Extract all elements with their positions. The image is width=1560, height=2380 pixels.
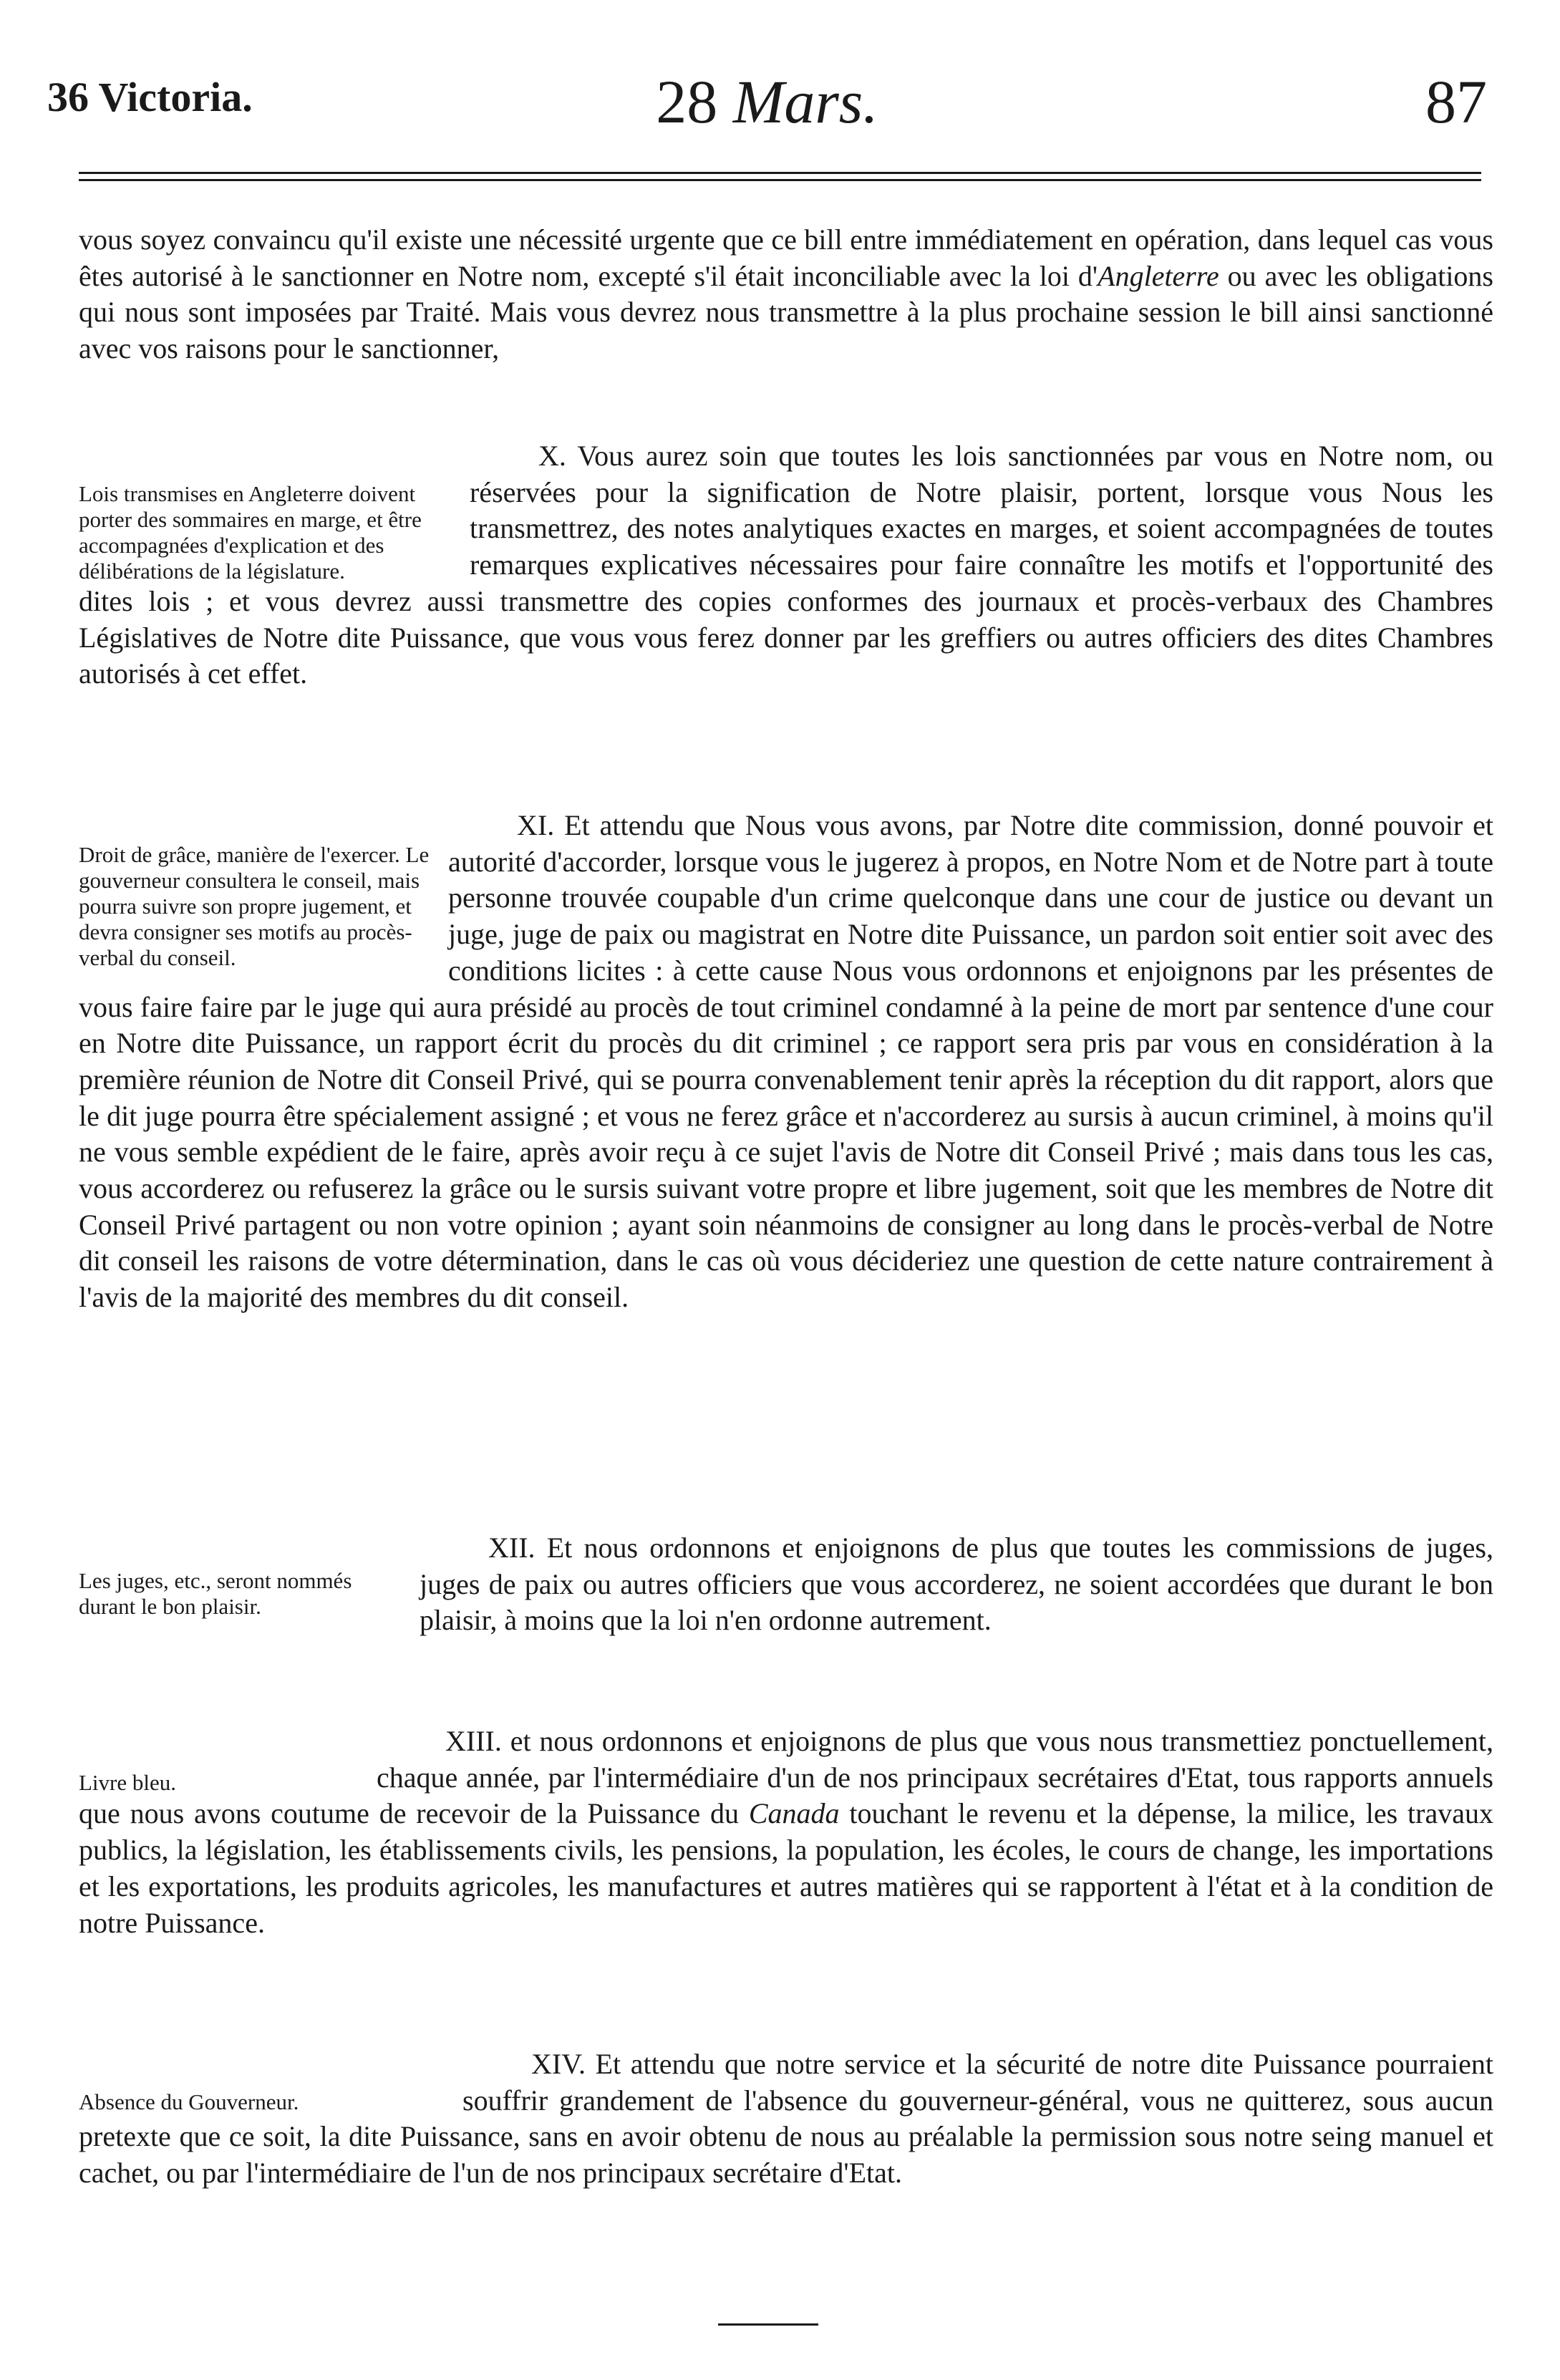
page-date (47, 66, 1487, 137)
article-text: et nous ordonnons et enjoignons de plus que vous nous transmettiez ponctuellement, chaque année, par l'intermédiaire d'un de nos principaux secrétaires d'Etat, tous rapports annuels que nous avons coutume de recevoir de la Puissance du (79, 1725, 1494, 1830)
article-text: Et attendu que Nous vous avons, par Notre dite commission, donné pouvoir et autorité d'accorder, lorsque vous le jugerez à propos, en Notre Nom et de Notre part à toute personne trouvée coupable d'un crime quelconque dans une cour de justice ou devant un juge, juge de paix ou magistrat en Notre dite Puissance, un pardon soit entier soit avec des conditions licites : à cette cause Nous vous ordonnons et enjoignons par les présentes de vous faire faire par le juge qui aura présidé au procès de tout criminel condamné à la peine de mort par sentence d'une cour en Notre dite Puissance, un rapport écrit du procès du dit criminel ; ce rapport sera pris par vous en considération à la première réunion de Notre dit Conseil Privé, qui se pourra convenablement tenir après la réception du dit rapport, alors que le dit juge pourra être spécialement assigné ; et vous ne ferez grâce et n'accorderez au sursis à aucun criminel, à moins qu'il ne vous semble expédient de le faire, après avoir reçu à ce sujet l'avis de Notre dit Conseil Privé ; mais dans tous les cas, vous accorderez ou refuserez la grâce ou le sursis suivant votre propre et libre jugement, soit que les membres de Notre dit Conseil Privé partagent ou non votre opinion ; ayant soin néanmoins de consigner au long dans le procès-verbal de Notre dit conseil les raisons de votre détermination, dans le cas où vous décideriez une question de cette nature contrairement à l'avis de la majorité des membres du dit conseil. (79, 809, 1494, 1314)
para-text: vous soyez convaincu qu'il existe une nécessité urgente que ce bill entre immédiatement en opération, dans lequel cas vous êtes autorisé à le sanctionner en Notre nom, excepté s'il était inconciliable avec la loi d' (79, 223, 1493, 292)
margin-note-xii: Les juges, etc., seront nommés durant le bon plaisir. (79, 1568, 352, 1619)
article-number: XII. (488, 1532, 536, 1564)
end-rule (718, 2323, 818, 2326)
article-number: XI. (517, 809, 555, 841)
article-text-cont: touchant le revenu et la dépense, la milice, les travaux publics, la législation, les établissements civils, les pensions, la population, les écoles, le cours de change, les importations et les exportations, les produits agricoles, les manufactures et autres matières qui se rapportent à l'état et à la condition de notre Puissance. (79, 1797, 1493, 1939)
article-text: Vous aurez soin que toutes les lois sanctionnées par vous en Notre nom, ou réservées pour la signification de Notre plaisir, portent, lorsque vous Nous les transmettrez, des notes analytiques exactes en marges, et soient accompagnées de toutes remarques explicatives nécessaires pour faire connaître les motifs et l'opportunité des dites lois ; et vous devrez aussi transmettre des copies conformes des journaux et procès-verbaux des Chambres Législatives de Notre dite Puissance, que vous vous ferez donner par les greffiers ou autres officiers des dites Chambres autorisés à cet effet. (79, 440, 1494, 690)
header-rule-top (79, 172, 1481, 174)
para-italic: Angleterre (1098, 259, 1219, 292)
page-number: 87 (1425, 67, 1487, 136)
article-xiv (79, 2046, 1493, 2192)
article-text: Et attendu que notre service et la sécurité de notre dite Puissance pourraient souffrir grandement de l'absence du gouverneur-général, vous ne quitterez, sous aucun pretexte que ce soit, la dite Puissance, sans en avoir obtenu de nous au préalable la permission sous notre seing manuel et cachet, ou par l'intermédiaire de l'un de nos principaux secrétaire d'Etat. (79, 2048, 1493, 2190)
article-italic: Canada (748, 1797, 840, 1830)
margin-note-xiii: Livre bleu. (79, 1770, 177, 1795)
article-number: XIII. (445, 1725, 502, 1757)
margin-note-xiv: Absence du Gouverneur. (79, 2089, 299, 2114)
margin-note-x: Lois transmises en Angleterre doivent porter des sommaires en marge, et être accompagnées d'explication et des délibérations de la législature. (79, 481, 422, 584)
margin-note-xi: Droit de grâce, manière de l'exercer. Le gouverneur consultera le conseil, mais pourra suivre son propre jugement, et devra consigner ses motifs au procès-verbal du conseil. (79, 842, 430, 970)
regnal-year: 36 Victoria. (47, 74, 253, 120)
date-month: Mars. (732, 67, 878, 136)
para-text-cont: ou avec les obligations qui nous sont imposées par Traité. Mais vous devrez nous transmettre à la plus prochaine session le bill ainsi sanctionné avec vos raisons pour le sanctionner, (79, 259, 1493, 365)
header-rule-bottom (79, 179, 1481, 181)
article-xiii (79, 1723, 1493, 1941)
date-day: 28 (656, 67, 718, 136)
paragraph-continuation (79, 222, 1493, 367)
article-number: XIV. (531, 2048, 586, 2080)
running-head (47, 66, 1487, 136)
article-text: Et nous ordonnons et enjoignons de plus que toutes les commissions de juges, juges de paix ou autres officiers que vous accorderez, ne soient accordées que durant le bon plaisir, à moins que la loi n'en ordonne autrement. (420, 1532, 1493, 1637)
article-number: X. (538, 440, 566, 472)
